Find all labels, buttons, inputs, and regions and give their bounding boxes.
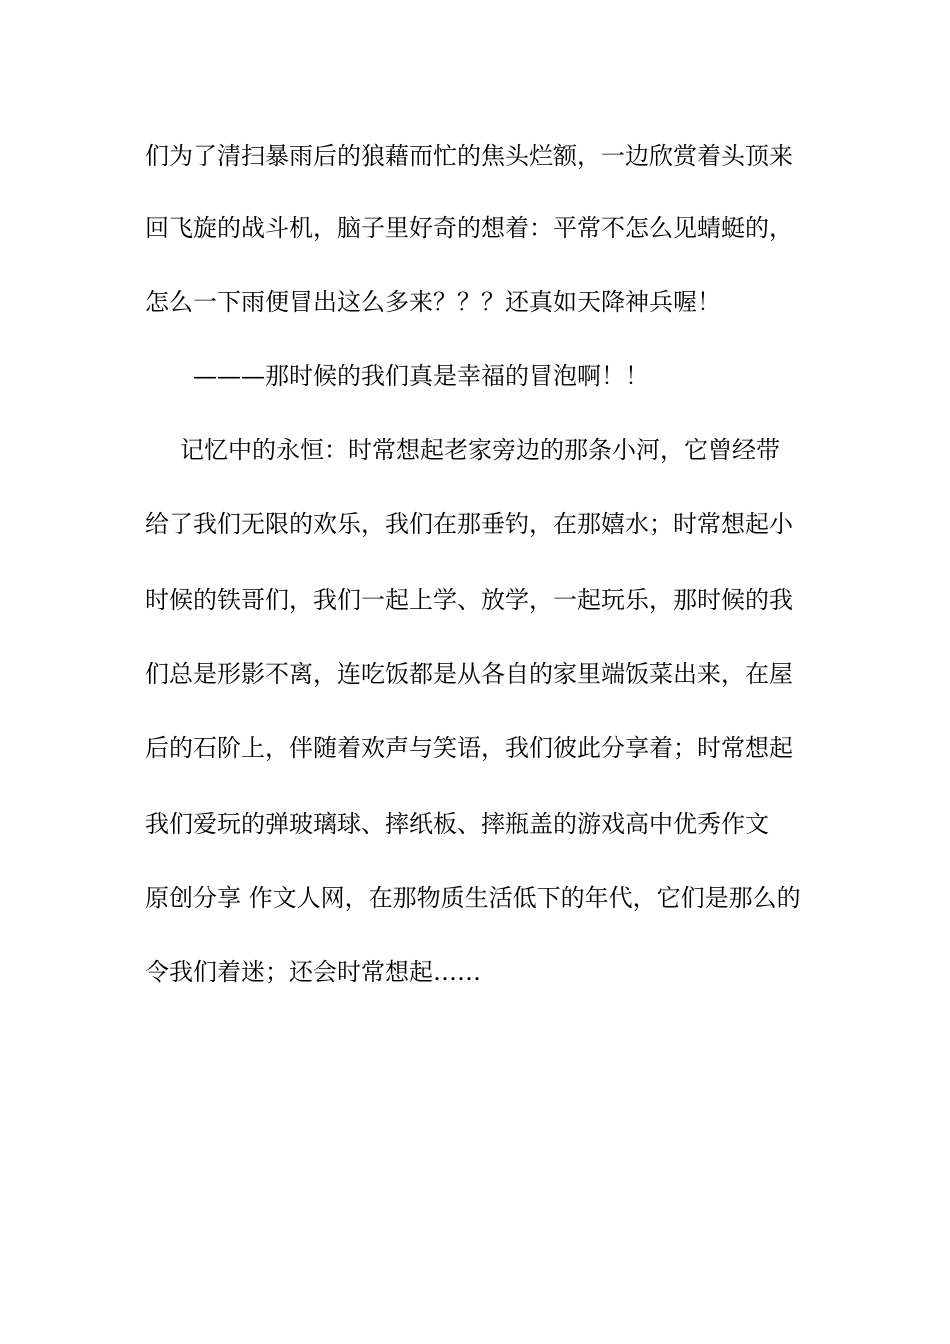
text-line: 令我们着迷；还会时常想起…… (145, 958, 481, 986)
text-line: 给了我们无限的欢乐，我们在那垂钓，在那嬉水；时常想起小 (145, 510, 793, 538)
text-line: 后的石阶上，伴随着欢声与笑语，我们彼此分享着；时常想起 (145, 734, 793, 762)
text-line: 们总是形影不离，连吃饭都是从各自的家里端饭菜出来，在屋 (145, 660, 793, 688)
text-line: ———那时候的我们真是幸福的冒泡啊！！ (193, 362, 649, 390)
text-line: 原创分享 作文人网，在那物质生活低下的年代，它们是那么的 (145, 884, 801, 912)
text-line: 时候的铁哥们，我们一起上学、放学，一起玩乐，那时候的我 (145, 586, 793, 614)
text-line: 回飞旋的战斗机，脑子里好奇的想着：平常不怎么见蜻蜓的， (145, 214, 793, 242)
text-line: 我们爱玩的弹玻璃球、摔纸板、摔瓶盖的游戏高中优秀作文 (145, 810, 769, 838)
text-line: 们为了清扫暴雨后的狼藉而忙的焦头烂额，一边欣赏着头顶来 (145, 142, 793, 170)
text-line: 怎么一下雨便冒出这么多来？？？还真如天降神兵喔！ (145, 288, 721, 316)
text-line: 记忆中的永恒：时常想起老家旁边的那条小河，它曾经带 (180, 436, 780, 464)
